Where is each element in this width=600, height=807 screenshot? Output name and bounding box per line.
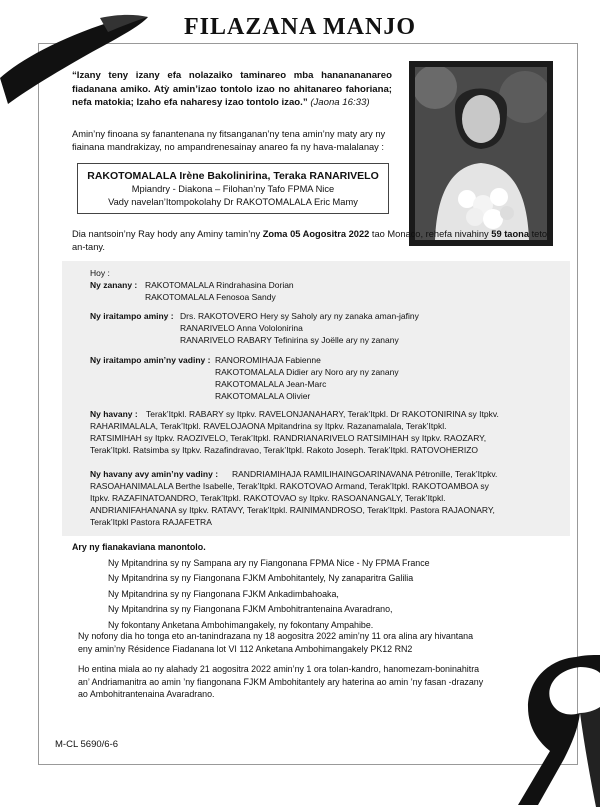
burial-line: ao Ambohitrantenaina Avaradrano.	[78, 689, 215, 700]
siblings-item: Drs. RAKOTOVERO Hery sy Saholy ary ny zanaka aman-jafiny	[180, 311, 419, 321]
children-label: Ny zanany :	[90, 280, 138, 290]
relatives-line: RATSIMIHAH sy Itpkv. RAOZIVELO, Terak’Itpkl. RANDRIANARIVELO RATSIMIHAH sy Itpkv. RAOZARY,	[90, 433, 487, 443]
arrival-line: eny amin’ny Résidence Fiadanana lot VI 112 Anketana Ambohimangakely PK12 RN2	[78, 643, 413, 654]
spouse-relatives-label: Ny havany avy amin’ny vadiny :	[90, 469, 219, 479]
siblings-label: Ny iraitampo aminy :	[90, 311, 174, 321]
mourning-ribbon-icon	[480, 647, 600, 807]
deceased-name-box	[77, 163, 389, 214]
spouse-relatives-line: Itpkv. RAZAFINATOANDRO, Terak’Itpkl. RAKOTOVAO sy Itpkv. RASOANANGALY, Terak’Itpkl.	[90, 493, 446, 503]
spouse-siblings-item: RANOROMIHAJA Fabienne	[215, 355, 321, 365]
spouse-siblings-item: RAKOTOMALALA Olivier	[215, 391, 311, 401]
burial-line: Ho entina miala ao ny alahady 21 aogositra 2022 amin’ny 1 ora tolan-kandro, hanomezam-boninahitra	[78, 664, 480, 674]
portrait-image	[415, 67, 547, 240]
community-item: Ny Mpitandrina sy ny Fiangonana FJKM Ambohitrantenaina Avaradrano,	[108, 604, 393, 615]
community-item: Ny fokontany Anketana Ambohimangakely, ny fokontany Ampahibe.	[108, 619, 374, 630]
reference-code: M-CL 5690/6-6	[55, 739, 119, 750]
page-title: FILAZANA MANJO	[183, 14, 416, 40]
spouse-siblings-item: RAKOTOMALALA Didier ary Noro ary ny zanany	[215, 367, 399, 377]
death-text-middle: tao Monaco, rehefa nivahiny	[369, 229, 492, 239]
family-hoy: Hoy :	[90, 268, 110, 278]
community-heading: Ary ny fianakaviana manontolo.	[72, 542, 206, 552]
deceased-role: Mpiandry - Diakona – Filohan’ny Tafo FPMA Nice	[131, 184, 335, 194]
intro-text: Amin’ny finoana sy fanantenana ny fitsanganan’ny tena amin’ny maty ary ny fiainana mandrakizay, no ampandrenesainay anareo fa ny hava-malalanay :	[72, 129, 386, 152]
verse-reference: (Jaona 16:33)	[310, 97, 370, 108]
death-notice	[72, 228, 552, 254]
community-item: Ny Mpitandrina sy ny Fiangonana FJKM Ambohitantely, Ny zanaparitra Galilia	[108, 573, 414, 584]
death-age: 59 taona	[491, 229, 529, 239]
family-section	[62, 261, 570, 536]
death-text-before: Dia nantsoin’ny Ray hody any Aminy tamin’ny	[72, 229, 263, 239]
spouse-siblings-label: Ny iraitampo amin’ny vadiny :	[90, 355, 211, 365]
spouse-siblings-item: RAKOTOMALALA Jean-Marc	[215, 379, 327, 389]
community-item: Ny Mpitandrina sy ny Fiangonana FJKM Ankadimbahoaka,	[108, 588, 339, 599]
death-date: Zoma 05 Aogositra 2022	[262, 229, 370, 239]
community-item: Ny Mpitandrina sy ny Sampana ary ny Fiangonana FPMA Nice - Ny FPMA France	[108, 557, 430, 568]
portrait-photo	[409, 61, 553, 246]
children-item: RAKOTOMALALA Rindrahasina Dorian	[145, 280, 294, 290]
deceased-spouse: Vady navelan’Itompokolahy Dr RAKOTOMALALA Eric Mamy	[108, 197, 358, 207]
relatives-line: Terak’Itpkl. RABARY sy Itpkv. RAVELONJANAHARY, Terak’Itpkl. Dr RAKOTONIRINA sy Itpkv.	[146, 409, 499, 419]
spouse-relatives-line: RANDRIAMIHAJA RAMILIHAINGOARINAVANA Pétronille, Terak’Itpkv.	[232, 469, 498, 479]
arrival-line: Ny nofony dia ho tonga eto an-tanindrazana ny 18 aogositra 2022 amin’ny 11 ora alina ary hivantana	[78, 631, 474, 641]
relatives-label: Ny havany :	[90, 409, 138, 419]
arrival-notice	[78, 630, 548, 655]
death-text-after: teto an-tany.	[72, 229, 548, 252]
community-section	[72, 540, 552, 634]
siblings-item: RANARIVELO RABARY Tefinirina sy Joëlle ary ny zanany	[180, 335, 399, 345]
relatives-line: Terak’Itpkl. Ratsimba sy Itpkv. Razafindravao, Terak’Itpkl. Rakoto Joseph. Terak’Itpkl. RATOVOHERIZO	[90, 445, 478, 455]
burial-notice	[78, 663, 518, 701]
siblings-item: RANARIVELO Anna Vololonirina	[180, 323, 303, 333]
spouse-relatives-line: ANDRIANIFAHANANA sy Itpkv. RATAVY, Terak’Itpkl. RAINIMANDROSO, Terak’Itpkl. Pastora RAJAONARY,	[90, 505, 495, 515]
deceased-name: RAKOTOMALALA Irène Bakolinirina, Teraka RANARIVELO	[87, 170, 379, 182]
spouse-relatives-line: Terak’Itpkl Pastora RAJAFETRA	[90, 517, 212, 527]
children-item: RAKOTOMALALA Fenosoa Sandy	[145, 292, 276, 302]
bible-verse	[72, 69, 392, 110]
portrait-illustration	[415, 67, 547, 240]
spouse-relatives-line: RASOAHANIMALALA Berthe Isabelle, Terak’Itpkl. RAKOTOVAO Armand, Terak’Itpkl. RAKOTOAMBOA sy	[90, 481, 489, 491]
relatives-line: RAHARIMALALA, Terak’Itpkl. RAVELOJAONA Mpitandrina sy Itpkv. Razanamalala, Terak’Itpkl.	[90, 421, 447, 431]
verse-text: “Izany teny izany efa nolazaiko taminareo mba hananananareo fiadanana amiko. Atỳ amin’izao tontolo izao no ahitanareo fahoriana; nefa matokia; Izaho efa naharesy izao tontolo izao.”	[72, 70, 392, 108]
burial-line: an’ Andriamanitra ao amin ’ny fiangonana FJKM Ambohitantely ary haterina ao amin ’ny fasan -drazany	[78, 676, 484, 687]
